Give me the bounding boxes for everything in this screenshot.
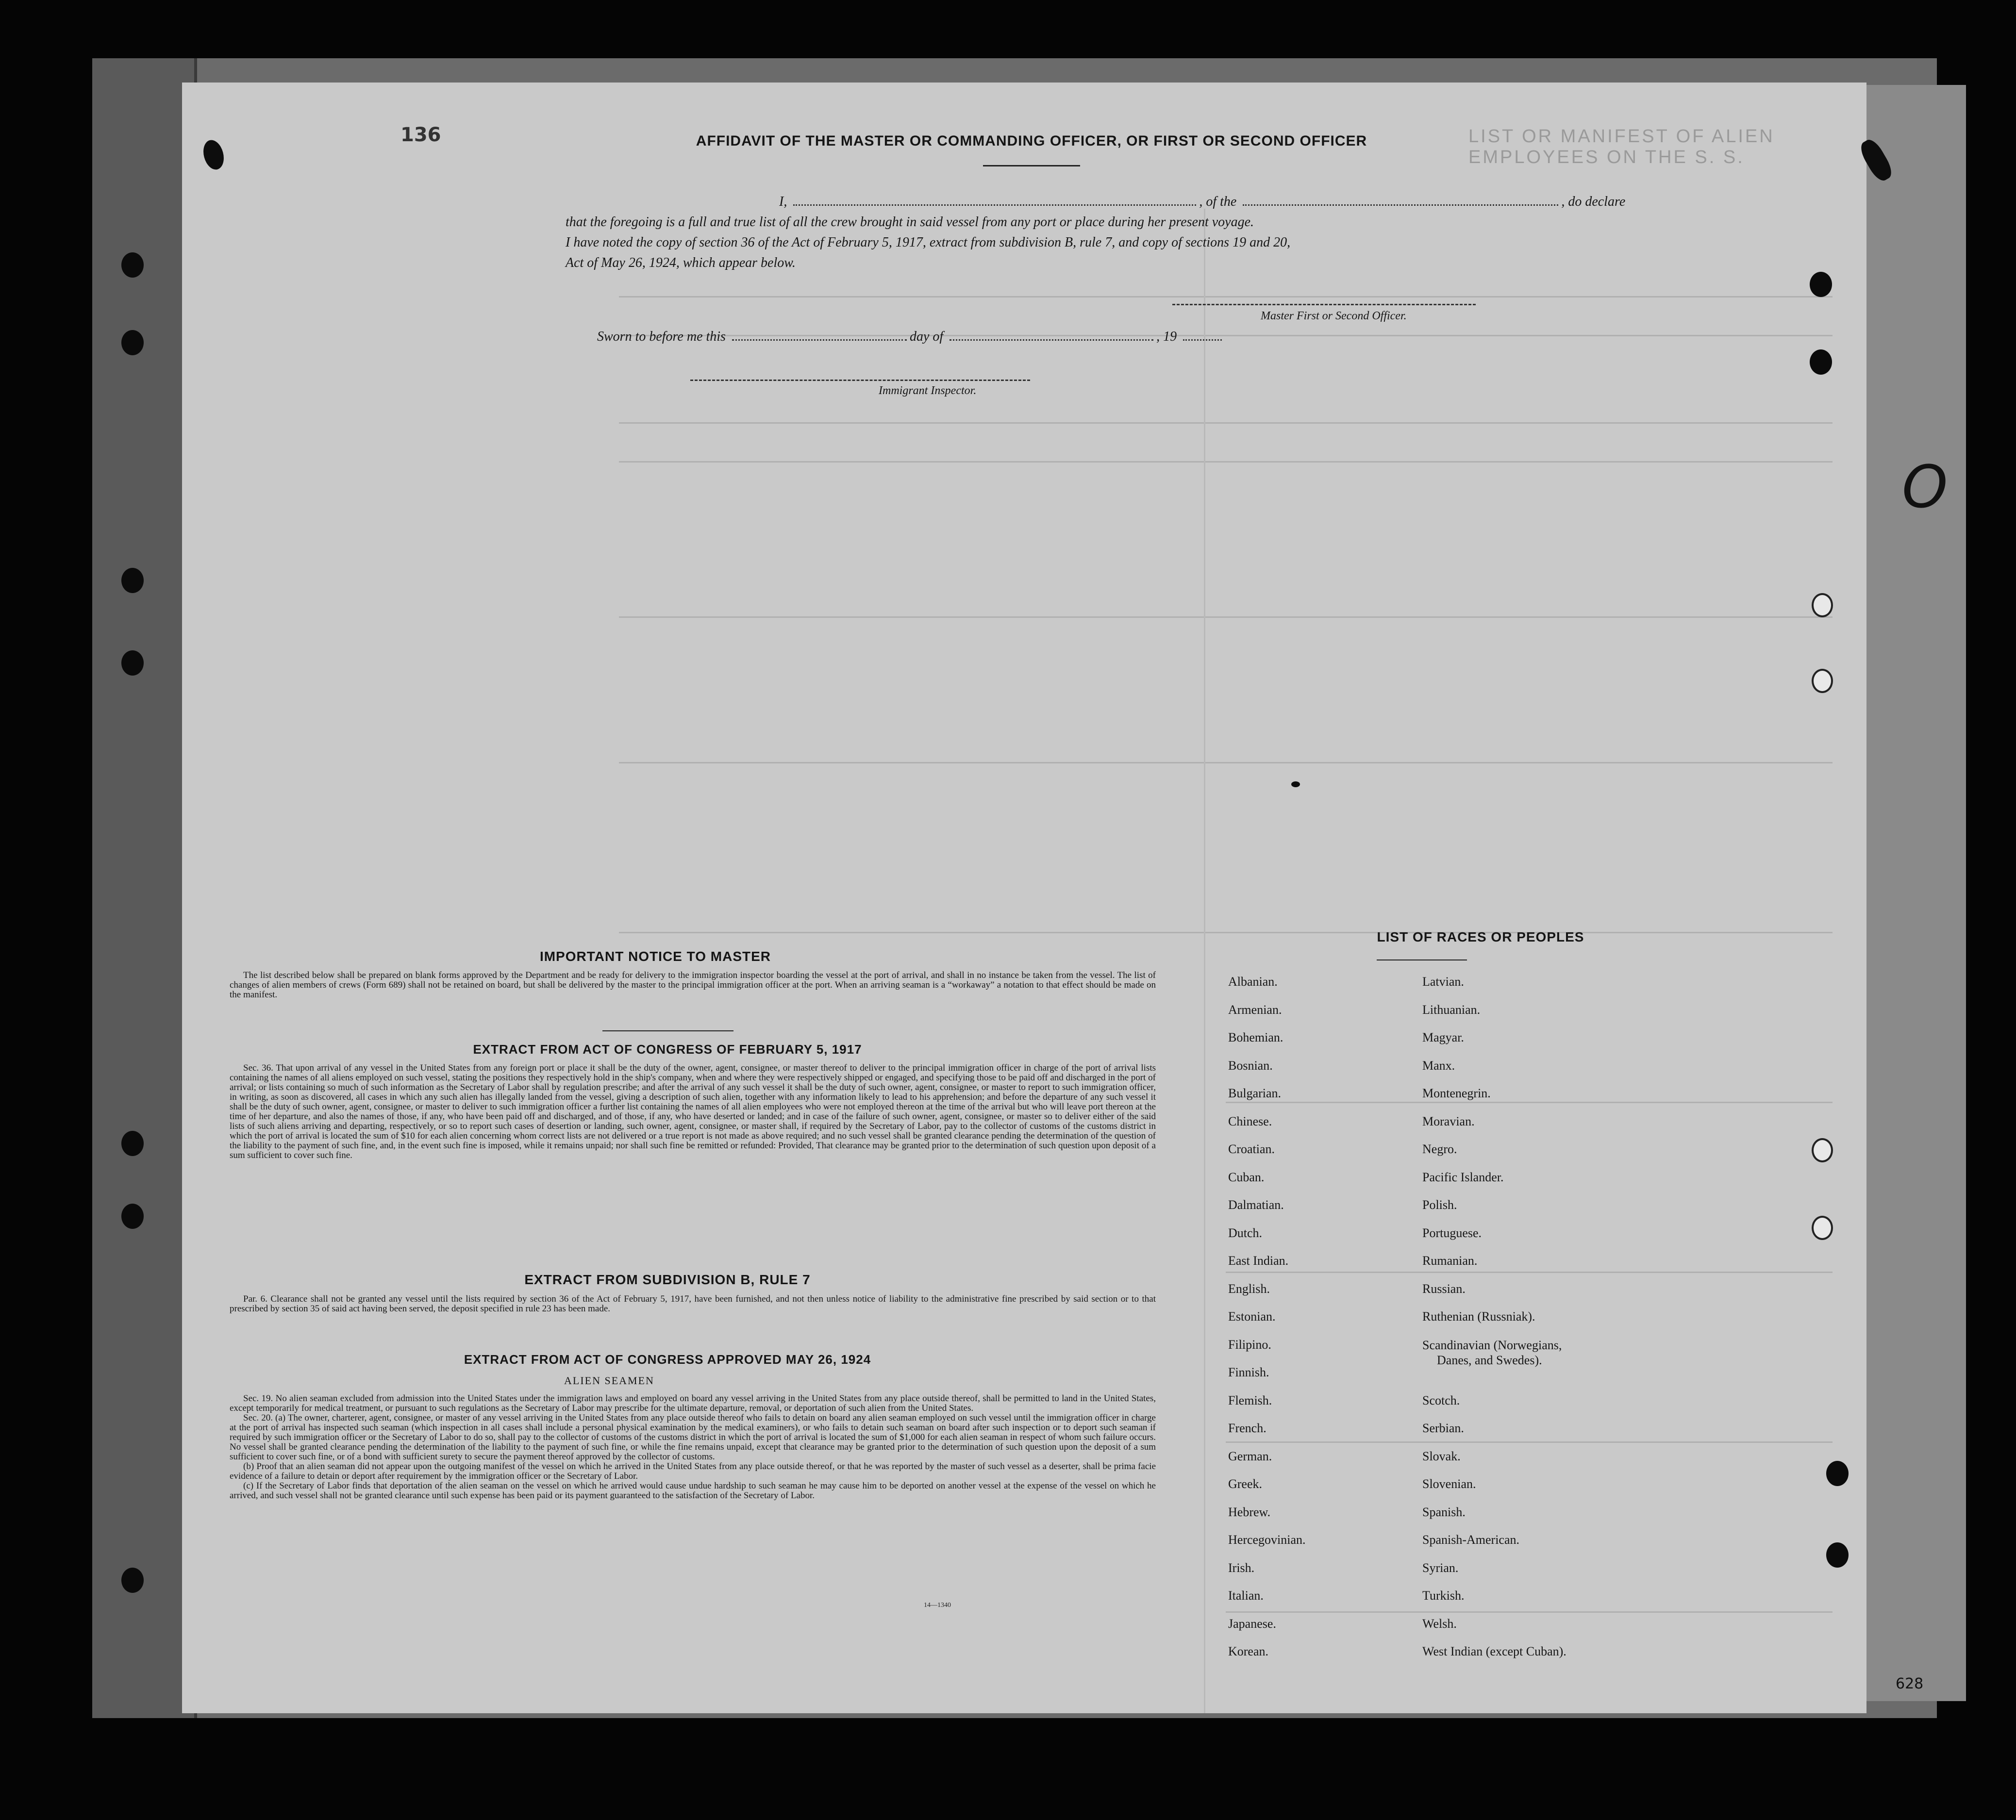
bleed-through-line	[619, 616, 1833, 618]
day-blank[interactable]	[732, 338, 907, 341]
race-item: Scandinavian (Norwegians,	[1422, 1338, 1562, 1352]
race-item: Croatian.	[1228, 1142, 1275, 1156]
stamp-number: 136	[400, 124, 441, 146]
race-item: Pacific Islander.	[1422, 1170, 1504, 1184]
affidavit-declare: , do declare	[1561, 194, 1626, 209]
race-item: Latvian.	[1422, 975, 1464, 989]
affidavit-line-4: Act of May 26, 1924, which appear below.	[566, 255, 796, 270]
punch-hole	[121, 568, 144, 593]
affidavit-line-1	[600, 194, 1625, 210]
race-item: Moravian.	[1422, 1114, 1475, 1128]
race-item: Montenegrin.	[1422, 1086, 1491, 1100]
form-number: 14—1340	[924, 1602, 951, 1609]
punch-hole-open	[1812, 593, 1833, 617]
punch-hole	[1810, 272, 1832, 297]
extract-1917-body	[230, 1063, 1156, 1160]
month-blank[interactable]	[950, 338, 1153, 341]
race-item: Turkish.	[1422, 1588, 1465, 1603]
race-item: Lithuanian.	[1422, 1002, 1481, 1017]
race-item: Bohemian.	[1228, 1030, 1283, 1044]
vessel-blank[interactable]	[1243, 203, 1558, 206]
race-item: Flemish.	[1228, 1393, 1272, 1407]
affidavit-line-2: that the foregoing is a full and true list of all the crew brought in said vessel from any port or place during her present voyage.	[566, 215, 1254, 230]
race-item: Scotch.	[1422, 1393, 1460, 1407]
race-item: Cuban.	[1228, 1170, 1265, 1184]
section-rule	[602, 1030, 733, 1031]
punch-hole	[121, 1131, 144, 1156]
title-rule	[983, 165, 1080, 166]
inspector-label: Immigrant Inspector.	[879, 384, 977, 397]
punch-hole	[121, 252, 144, 278]
race-item: Rumanian.	[1422, 1254, 1478, 1268]
extract-1917-title: EXTRACT FROM ACT OF CONGRESS OF FEBRUARY 5, 1917	[473, 1042, 862, 1057]
punch-hole-open	[1812, 1216, 1833, 1240]
race-item: Bulgarian.	[1228, 1086, 1282, 1100]
punch-hole	[1826, 1461, 1849, 1486]
year-blank[interactable]	[1183, 338, 1222, 341]
rule-7-title: EXTRACT FROM SUBDIVISION B, RULE 7	[524, 1272, 811, 1287]
section-20a-paragraph: Sec. 20. (a) The owner, charterer, agent, consignee, or master of any vessel arriving in the United States from any place outside thereof who fails to detain on board any alien seaman employed on such vessel until the immigration officer in charge at the port of arrival has inspected such seaman (which inspection in all cases shall include a personal physical examination by the medical examiners), or who fails to detain such seaman on board after such inspection or to deport such seaman if required by such immigration officer or the Secretary of Labor to do so, shall pay to the collector of customs of the customs district in which the port of arrival is located the sum of $1,000 for each alien seaman in respect of whom such failure occurs. No vessel shall be granted clearance pending the determination of the liability to the payment of such fine, or while the fine remains unpaid, except that clearance may be granted prior to the determination of such question upon the deposit of a sum sufficient to cover such fine, or of a bond with sufficient surety to secure the payment thereof approved by the collector of customs.	[230, 1413, 1156, 1462]
race-item: Slovenian.	[1422, 1477, 1476, 1491]
race-item: Greek.	[1228, 1477, 1263, 1491]
race-item: Spanish.	[1422, 1505, 1466, 1519]
race-item: Irish.	[1228, 1560, 1255, 1575]
race-item: English.	[1228, 1281, 1270, 1296]
race-item: East Indian.	[1228, 1254, 1289, 1268]
race-item: Syrian.	[1422, 1560, 1459, 1575]
year-prefix: , 19	[1156, 329, 1177, 344]
race-item-scandinavian	[1422, 1338, 1566, 1393]
race-item: Negro.	[1422, 1142, 1457, 1156]
races-column-2	[1422, 975, 1566, 1672]
race-item: Welsh.	[1422, 1616, 1457, 1631]
affidavit-line-3: I have noted the copy of section 36 of the Act of February 5, 1917, extract from subdivision B, rule 7, and copy of sections 19 and 20,	[566, 235, 1291, 250]
sworn-text: Sworn to before me this	[597, 329, 726, 344]
races-column-1	[1228, 975, 1306, 1672]
punch-hole	[121, 650, 144, 676]
race-item: Ruthenian (Russniak).	[1422, 1309, 1535, 1324]
fold-line	[1204, 209, 1205, 1713]
race-item: Magyar.	[1422, 1030, 1464, 1044]
name-blank[interactable]	[793, 203, 1196, 206]
punch-hole-open	[1812, 1138, 1833, 1162]
handwritten-circle-mark: O	[1902, 454, 1948, 521]
punch-hole	[121, 1568, 144, 1593]
race-item: Polish.	[1422, 1198, 1457, 1212]
race-item: Albanian.	[1228, 975, 1278, 989]
races-title: LIST OF RACES OR PEOPLES	[1377, 929, 1584, 944]
punch-hole	[1826, 1542, 1849, 1568]
race-item: Spanish-American.	[1422, 1533, 1520, 1547]
bleed-through-line	[619, 422, 1833, 424]
race-item-continuation: Danes, and Swedes).	[1437, 1353, 1542, 1367]
handwritten-corner-number: 628	[1896, 1675, 1924, 1692]
race-item: Dutch.	[1228, 1225, 1263, 1240]
race-item: Estonian.	[1228, 1309, 1276, 1324]
race-item: Dalmatian.	[1228, 1198, 1284, 1212]
punch-hole	[121, 1204, 144, 1229]
race-item: Portuguese.	[1422, 1225, 1482, 1240]
race-item: Japanese.	[1228, 1616, 1276, 1631]
notice-body	[230, 971, 1156, 1000]
alien-seamen-subtitle: ALIEN SEAMEN	[564, 1374, 654, 1387]
extract-1924-body	[230, 1394, 1156, 1501]
punch-hole-open	[1812, 669, 1833, 693]
bleed-through-line	[619, 762, 1833, 763]
rule-7-paragraph: Par. 6. Clearance shall not be granted any vessel until the lists required by section 36 of the Act of February 5, 1917, have been furnished, and not then unless notice of liability to the administrative fine prescribed by said section or to that prescribed by section 35 of said act having been served, the deposit specified in rule 23 has been made.	[230, 1294, 1156, 1314]
race-item: Finnish.	[1228, 1365, 1269, 1379]
bleed-through-line	[619, 296, 1833, 298]
bleed-through-text: LIST OR MANIFEST OF ALIEN EMPLOYEES ON THE S. S.	[1468, 126, 1775, 167]
day-of-text: day of	[909, 329, 944, 344]
race-item: Hebrew.	[1228, 1505, 1271, 1519]
race-item: Bosnian.	[1228, 1058, 1273, 1073]
master-signature-line[interactable]	[1172, 304, 1476, 305]
affidavit-i: I,	[779, 194, 787, 209]
section-20b-paragraph: (b) Proof that an alien seaman did not appear upon the outgoing manifest of the vessel on which he arrived in the United States from any place outside thereof, or that he was reported by the master of such vessel as a deserter, shall be prima facie evidence of a failure to detain or deport after requirement by the immigration officer or the Secretary of Labor.	[230, 1461, 1156, 1481]
master-signature-label: Master First or Second Officer.	[1261, 310, 1407, 322]
race-item: West Indian (except Cuban).	[1422, 1644, 1566, 1658]
race-item: Chinese.	[1228, 1114, 1272, 1128]
affidavit-title: AFFIDAVIT OF THE MASTER OR COMMANDING OFFICER, OR FIRST OR SECOND OFFICER	[696, 133, 1367, 149]
punch-hole	[121, 330, 144, 355]
notice-title: IMPORTANT NOTICE TO MASTER	[539, 949, 771, 964]
sworn-line	[597, 329, 1225, 345]
race-item: Filipino.	[1228, 1337, 1271, 1352]
extract-1924-title: EXTRACT FROM ACT OF CONGRESS APPROVED MAY 26, 1924	[464, 1352, 871, 1367]
race-item: French.	[1228, 1421, 1266, 1435]
punch-hole	[1810, 349, 1832, 375]
race-item: Slovak.	[1422, 1449, 1461, 1463]
notice-paragraph: The list described below shall be prepared on blank forms approved by the Department and be ready for delivery to the immigration inspector boarding the vessel at the port of arrival, and shall in no instance be taken from the vessel. The list of changes of alien members of crews (Form 689) shall not be retained on board, but shall be delivered by the master to the principal immigration officer at the port. When an arriving seaman is a “workaway” a notation to that effect should be made on the manifest.	[230, 970, 1156, 1000]
ink-dot	[1291, 781, 1300, 787]
section-19-paragraph: Sec. 19. No alien seaman excluded from admission into the United States under the immigration laws and employed on board any vessel arriving in the United States from any place outside thereof, shall be permitted to land in the United States, except temporarily for medical treatment, or pursuant to such regulations as the Secretary of Labor may prescribe for the ultimate departure, removal, or deportation of such alien from the United States.	[230, 1393, 1156, 1413]
race-item: Manx.	[1422, 1058, 1455, 1073]
section-20c-paragraph: (c) If the Secretary of Labor finds that deportation of the alien seaman on the vessel on which he arrived would cause undue hardship to such seaman he may cause him to be deported on another vessel at the expense of the vessel on which he arrived, and such vessel shall not be granted clearance until such expense has been paid or its payment guaranteed to the satisfaction of the Secretary of Labor.	[230, 1481, 1156, 1501]
race-item: Hercegovinian.	[1228, 1533, 1306, 1547]
race-item: Russian.	[1422, 1281, 1466, 1296]
race-item: Korean.	[1228, 1644, 1269, 1658]
ink-blot	[200, 138, 227, 172]
rule-7-body	[230, 1294, 1156, 1314]
bleed-through-line	[619, 461, 1833, 463]
race-item: German.	[1228, 1449, 1272, 1463]
manifest-page	[182, 83, 1866, 1713]
section-36-paragraph: Sec. 36. That upon arrival of any vessel in the United States from any foreign port or place it shall be the duty of the owner, agent, consignee, or master thereof to deliver to the principal immigration officer in charge of the port of arrival lists containing the names of all aliens employed on such vessel, stating the positions they respectively hold in the ship's company, when and where they were respectively shipped or engaged, and specifying those to be paid off and discharged in the port of arrival; or lists containing so much of such information as the Secretary of Labor shall by regulation prescribe; and after the arrival of any such vessel it shall be the duty of such owner, agent, consignee, or master to report to such immigration officer, in writing, as soon as discovered, all cases in which any such alien has illegally landed from the vessel, giving a description of such alien, together with any information likely to lead to his apprehension; and before the departure of any such vessel it shall be the duty of such owner, agent, consignee, or master to deliver to such immigration officer a further list containing the names of all alien employees who were not employed thereon at the time of the arrival but who will leave port thereon at the time of her departure, and also the names of those, if any, who have been paid off and discharged, and of those, if any, who have deserted or landed; and in case of the failure of such owner, agent, consignee, or master so to deliver either of the said lists of such aliens arriving and departing, respectively, or so to report such cases of desertion or landing, such owner, agent, consignee, or master shall, if required by the Secretary of Labor, pay to the collector of customs of the customs district in which the port of arrival is located the sum of $10 for each alien concerning whom correct lists are not delivered or a true report is not made as above required; and no such vessel shall be granted clearance pending the determination of the question of the liability to the payment of such fine, and, in the event such fine is imposed, while it remains unpaid; nor shall such fine be remitted or refunded: Provided, That clearance may be granted prior to the determination of such question upon deposit of a sum sufficient to cover such fine.	[230, 1063, 1156, 1160]
binding-strip	[92, 58, 197, 1718]
race-item: Armenian.	[1228, 1002, 1282, 1017]
affidavit-of-the: , of the	[1199, 194, 1237, 209]
race-item: Italian.	[1228, 1588, 1264, 1603]
race-item: Serbian.	[1422, 1421, 1464, 1435]
inspector-signature-line[interactable]	[690, 380, 1030, 381]
